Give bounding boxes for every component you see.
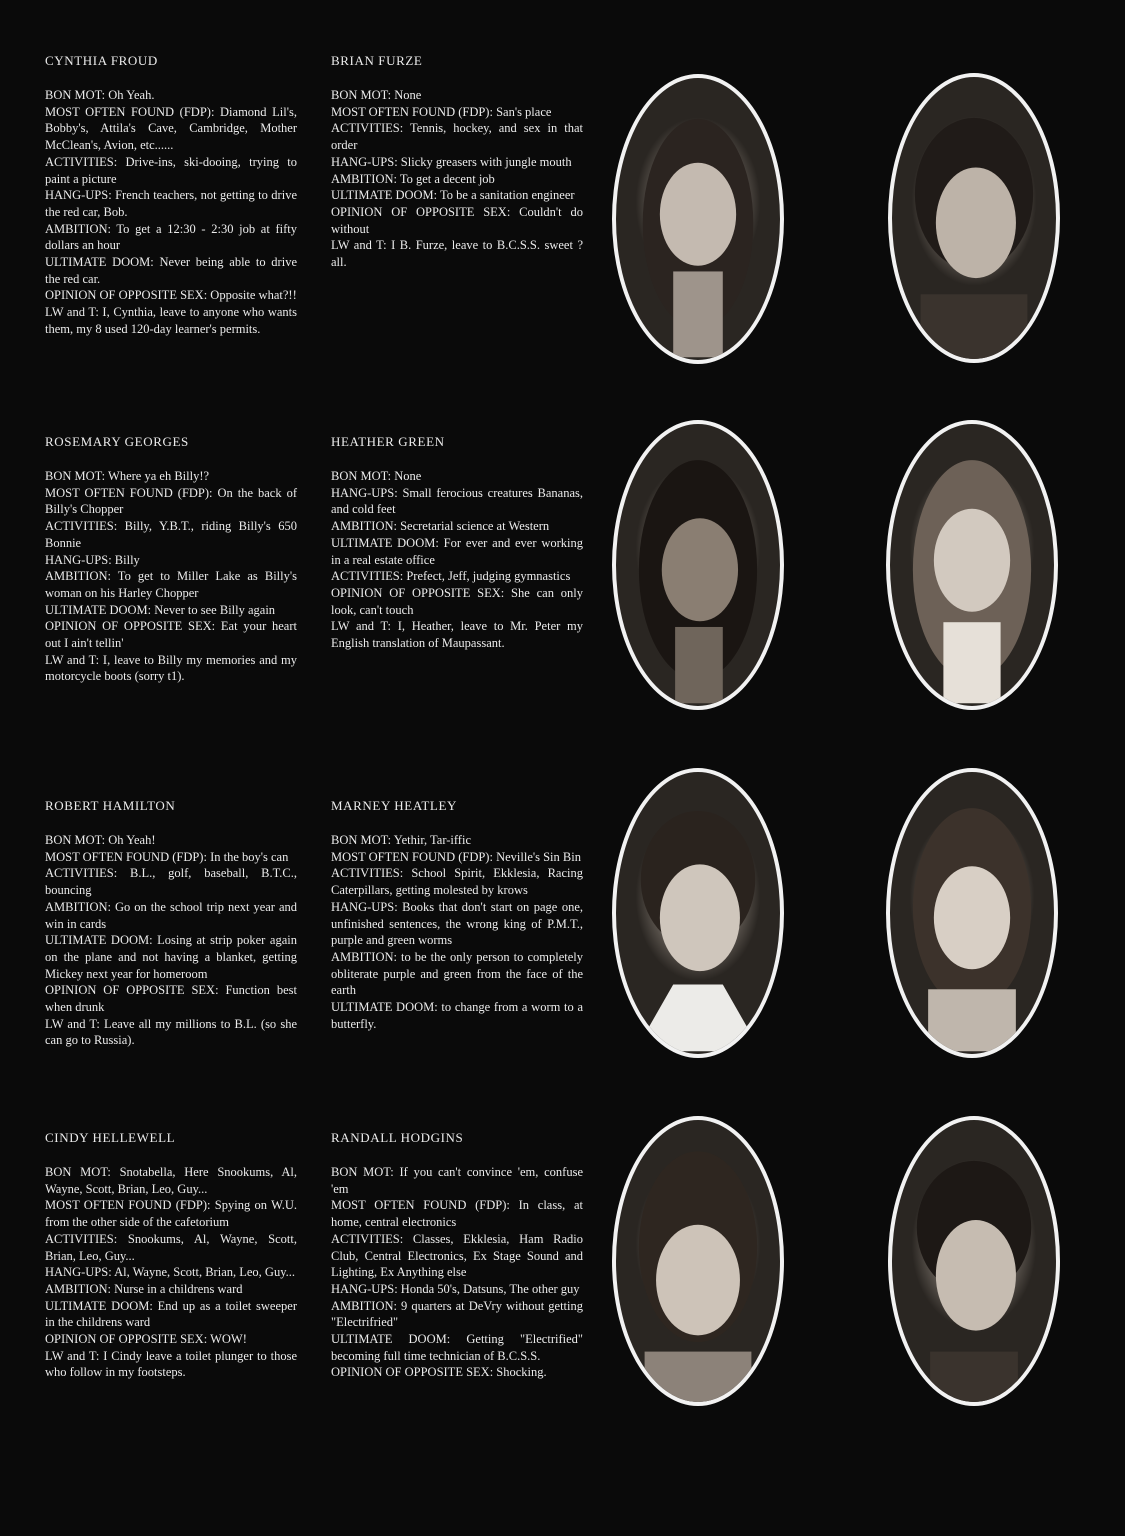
bio-line: HANG-UPS: French teachers, not getting to drive the red car, Bob. bbox=[45, 188, 297, 219]
bio-line: ULTIMATE DOOM: Never to see Billy again bbox=[45, 602, 276, 617]
student-bio bbox=[331, 87, 583, 271]
bio-line: ACTIVITIES: Prefect, Jeff, judging gymnastics bbox=[331, 569, 571, 584]
student-bio bbox=[45, 1164, 297, 1381]
bio-line: LW and T: I B. Furze, leave to B.C.S.S. sweet ? all. bbox=[331, 238, 583, 270]
bio-line: LW and T: I, Heather, leave to Mr. Peter my English translation of Maupassant. bbox=[331, 619, 583, 651]
bio-line: LW and T: I Cindy leave a toilet plunger to those who follow in my footsteps. bbox=[45, 1348, 297, 1380]
portrait-placeholder-icon bbox=[616, 424, 780, 706]
bio-line: BON MOT: None bbox=[331, 469, 422, 483]
bio-line: AMBITION: To get a decent job bbox=[331, 171, 495, 186]
student-name: CINDY HELLEWELL bbox=[45, 1130, 176, 1145]
portrait-placeholder-icon bbox=[892, 1120, 1056, 1402]
bio-line: ACTIVITIES: Classes, Ekklesia, Ham Radio Club, Central Electronics, Ex Stage Sound and Lighting, Ex Anything else bbox=[331, 1231, 583, 1280]
bio-line: AMBITION: To get a 12:30 - 2:30 job at fifty dollars an hour bbox=[45, 221, 297, 253]
bio-line: ULTIMATE DOOM: Never being able to drive the red car. bbox=[45, 255, 297, 286]
bio-line: AMBITION: to be the only person to completely obliterate purple and green from the face of the earth bbox=[331, 949, 583, 998]
bio-line: BON MOT: None bbox=[331, 88, 422, 102]
bio-line: AMBITION: Secretarial science at Western bbox=[331, 519, 550, 534]
student-name: CYNTHIA FROUD bbox=[45, 53, 158, 68]
portrait-placeholder-icon bbox=[890, 424, 1054, 706]
bio-line: ULTIMATE DOOM: to change from a worm to a butterfly. bbox=[331, 1000, 583, 1031]
bio-line: ULTIMATE DOOM: Losing at strip poker again on the plane and not having a blanket, getting Mickey next year for homeroom bbox=[45, 933, 297, 981]
student-bio bbox=[331, 1164, 583, 1381]
student-bio bbox=[45, 87, 297, 338]
bio-line: HANG-UPS: Slicky greasers with jungle mouth bbox=[331, 154, 572, 169]
student-name: MARNEY HEATLEY bbox=[331, 798, 457, 813]
portrait-heather-green bbox=[886, 420, 1058, 710]
portrait-randall-hodgins bbox=[888, 1116, 1060, 1406]
bio-line: MOST OFTEN FOUND (FDP): San's place bbox=[331, 104, 552, 119]
bio-line: MOST OFTEN FOUND (FDP): Diamond Lil's, Bobby's, Attila's Cave, Cambridge, Mother McClean's, Avion, etc...... bbox=[45, 104, 297, 153]
bio-line: ACTIVITIES: B.L., golf, baseball, B.T.C., bouncing bbox=[45, 866, 297, 898]
student-name: ROBERT HAMILTON bbox=[45, 798, 176, 813]
portrait-brian-furze bbox=[888, 73, 1060, 363]
bio-line: ULTIMATE DOOM: To be a sanitation engineer bbox=[331, 188, 575, 203]
portrait-placeholder-icon bbox=[890, 772, 1054, 1054]
bio-line: ULTIMATE DOOM: For ever and ever working in a real estate office bbox=[331, 535, 583, 567]
bio-line: OPINION OF OPPOSITE SEX: Shocking. bbox=[331, 1365, 547, 1380]
bio-line: MOST OFTEN FOUND (FDP): On the back of Billy's Chopper bbox=[45, 485, 297, 517]
bio-line: MOST OFTEN FOUND (FDP): In the boy's can bbox=[45, 849, 289, 864]
entry-randall-hodgins bbox=[331, 1130, 583, 1381]
student-bio bbox=[331, 468, 583, 652]
bio-line: AMBITION: Nurse in a childrens ward bbox=[45, 1281, 243, 1296]
student-name: RANDALL HODGINS bbox=[331, 1130, 464, 1145]
portrait-robert-hamilton bbox=[612, 768, 784, 1058]
bio-line: BON MOT: If you can't convince 'em, confuse 'em bbox=[331, 1165, 583, 1196]
bio-line: OPINION OF OPPOSITE SEX: Couldn't do without bbox=[331, 204, 583, 236]
student-bio bbox=[331, 832, 583, 1032]
bio-line: MOST OFTEN FOUND (FDP): In class, at home, central electronics bbox=[331, 1198, 583, 1230]
bio-line: ACTIVITIES: School Spirit, Ekklesia, Racing Caterpillars, getting molested by krows bbox=[331, 866, 583, 898]
bio-line: MOST OFTEN FOUND (FDP): Spying on W.U. from the other side of the cafetorium bbox=[45, 1198, 297, 1230]
bio-line: LW and T: Leave all my millions to B.L. (so she can go to Russia). bbox=[45, 1016, 297, 1048]
bio-line: OPINION OF OPPOSITE SEX: Eat your heart out I ain't tellin' bbox=[45, 619, 297, 651]
entry-rosemary-georges bbox=[45, 434, 297, 685]
student-name: ROSEMARY GEORGES bbox=[45, 434, 189, 449]
bio-line: AMBITION: To get to Miller Lake as Billy's woman on his Harley Chopper bbox=[45, 569, 297, 600]
entry-robert-hamilton bbox=[45, 798, 297, 1049]
bio-line: ACTIVITIES: Snookums, Al, Wayne, Scott, Brian, Leo, Guy... bbox=[45, 1231, 297, 1263]
student-bio bbox=[45, 468, 297, 685]
student-bio bbox=[45, 832, 297, 1049]
bio-line: OPINION OF OPPOSITE SEX: WOW! bbox=[45, 1332, 247, 1347]
portrait-marney-heatley bbox=[886, 768, 1058, 1058]
portrait-placeholder-icon bbox=[616, 78, 780, 360]
portrait-placeholder-icon bbox=[616, 1120, 780, 1402]
bio-line: BON MOT: Where ya eh Billy!? bbox=[45, 469, 210, 483]
student-name: HEATHER GREEN bbox=[331, 434, 445, 449]
bio-line: HANG-UPS: Small ferocious creatures Bananas, and cold feet bbox=[331, 485, 583, 517]
bio-line: LW and T: I, leave to Billy my memories and my motorcycle boots (sorry t1). bbox=[45, 652, 297, 684]
bio-line: HANG-UPS: Al, Wayne, Scott, Brian, Leo, Guy... bbox=[45, 1265, 296, 1280]
portrait-cynthia-froud bbox=[612, 74, 784, 364]
entry-heather-green bbox=[331, 434, 583, 652]
portrait-rosemary-georges bbox=[612, 420, 784, 710]
portrait-placeholder-icon bbox=[616, 772, 780, 1054]
bio-line: MOST OFTEN FOUND (FDP): Neville's Sin Bin bbox=[331, 849, 581, 864]
bio-line: ACTIVITIES: Tennis, hockey, and sex in that order bbox=[331, 121, 583, 153]
bio-line: BON MOT: Snotabella, Here Snookums, Al, Wayne, Scott, Brian, Leo, Guy... bbox=[45, 1165, 297, 1196]
bio-line: OPINION OF OPPOSITE SEX: Function best when drunk bbox=[45, 983, 297, 1015]
bio-line: BON MOT: Oh Yeah! bbox=[45, 833, 156, 847]
entry-marney-heatley bbox=[331, 798, 583, 1032]
bio-line: HANG-UPS: Billy bbox=[45, 552, 140, 567]
entry-brian-furze bbox=[331, 53, 583, 271]
portrait-placeholder-icon bbox=[892, 77, 1056, 359]
bio-line: HANG-UPS: Books that don't start on page one, unfinished sentences, the wrong king of P.M.T., purple and green worms bbox=[331, 899, 583, 948]
bio-line: AMBITION: 9 quarters at DeVry without getting "Electrifried" bbox=[331, 1298, 583, 1330]
portrait-cindy-hellewell bbox=[612, 1116, 784, 1406]
bio-line: ACTIVITIES: Drive-ins, ski-dooing, trying to paint a picture bbox=[45, 154, 297, 186]
bio-line: ACTIVITIES: Billy, Y.B.T., riding Billy's 650 Bonnie bbox=[45, 519, 297, 550]
student-name: BRIAN FURZE bbox=[331, 53, 423, 68]
bio-line: ULTIMATE DOOM: End up as a toilet sweeper in the childrens ward bbox=[45, 1298, 297, 1330]
entry-cynthia-froud bbox=[45, 53, 297, 338]
bio-line: OPINION OF OPPOSITE SEX: She can only look, can't touch bbox=[331, 585, 583, 617]
bio-line: ULTIMATE DOOM: Getting "Electrified" becoming full time technician of B.C.S.S. bbox=[331, 1332, 583, 1363]
bio-line: LW and T: I, Cynthia, leave to anyone who wants them, my 8 used 120-day learner's permits. bbox=[45, 305, 297, 336]
bio-line: AMBITION: Go on the school trip next year and win in cards bbox=[45, 899, 297, 931]
bio-line: BON MOT: Yethir, Tar-iffic bbox=[331, 833, 471, 847]
bio-line: BON MOT: Oh Yeah. bbox=[45, 88, 155, 102]
entry-cindy-hellewell bbox=[45, 1130, 297, 1381]
bio-line: OPINION OF OPPOSITE SEX: Opposite what?!! bbox=[45, 288, 297, 303]
bio-line: HANG-UPS: Honda 50's, Datsuns, The other guy bbox=[331, 1281, 580, 1296]
